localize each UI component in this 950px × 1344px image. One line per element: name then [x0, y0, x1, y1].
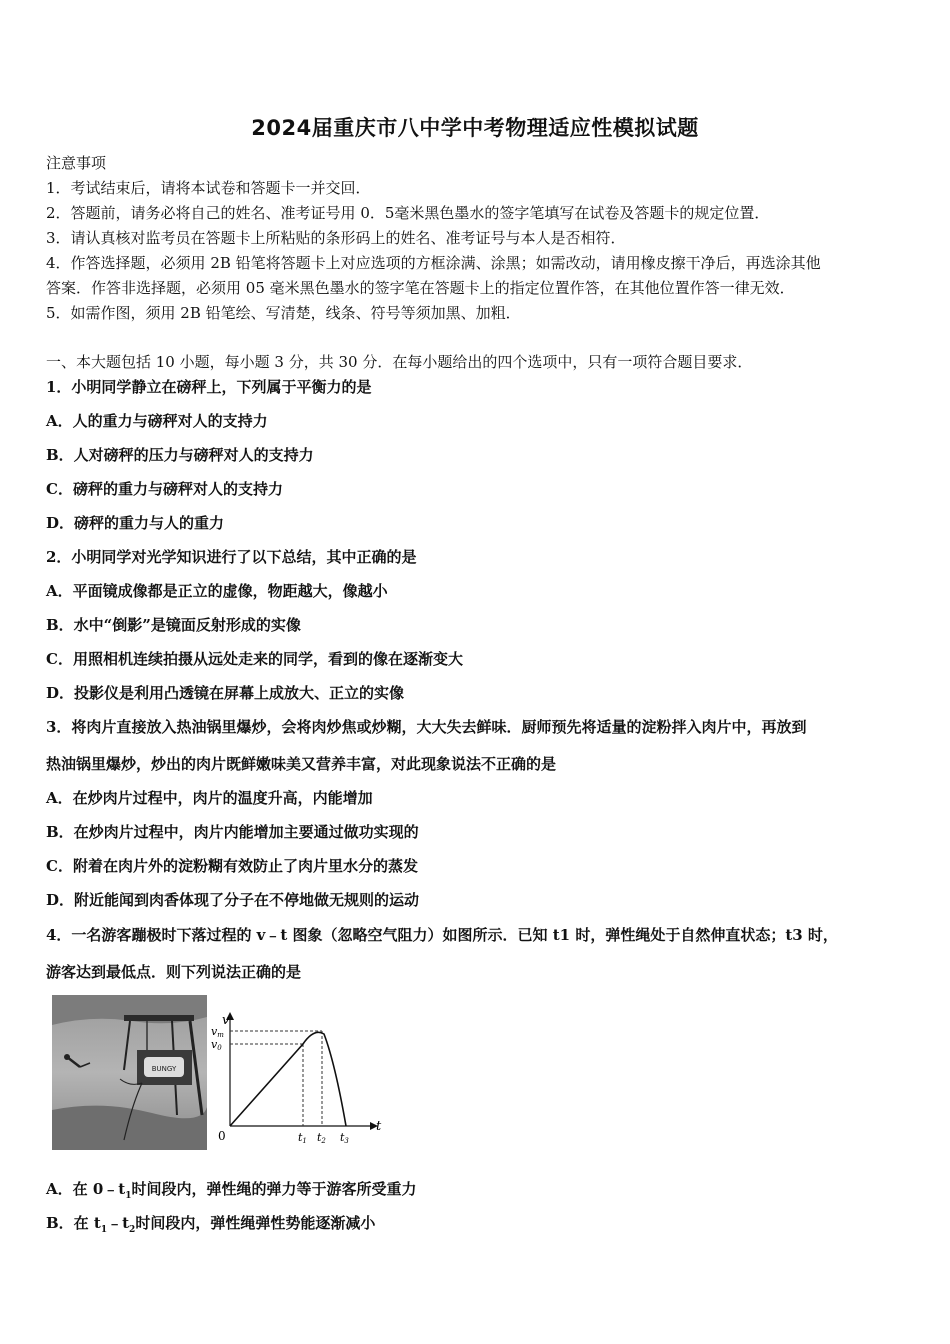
- section-heading: 一、本大题包括 10 小题，每小题 3 分，共 30 分．在每小题给出的四个选项中，只有一项符合题目要求．: [46, 353, 753, 371]
- notice-item-4: 4．作答选择题，必须用 2B 铅笔将答题卡上对应选项的方框涂满、涂黑；如需改动，请用橡皮擦干净后，再选涂其他: [46, 254, 821, 272]
- q2-option-d: D．投影仪是利用凸透镜在屏幕上成放大、正立的实像: [46, 684, 405, 702]
- notice-item-5: 5．如需作图，须用 2B 铅笔绘、写清楚，线条、符号等须加黑、加粗．: [46, 304, 521, 322]
- notice-item-4-cont: 答案．作答非选择题，必须用 05 毫米黑色墨水的签字笔在答题卡上的指定位置作答，在其他位置作答一律无效．: [46, 279, 795, 297]
- notice-item-3: 3．请认真核对监考员在答题卡上所粘贴的条形码上的姓名、准考证号与本人是否相符．: [46, 229, 626, 247]
- bungee-photo-drawing: [52, 995, 207, 1150]
- notice-item-1: 1．考试结束后，请将本试卷和答题卡一并交回．: [46, 179, 371, 197]
- q4-stem-line1: 4．一名游客蹦极时下落过程的 v﹣t 图象（忽略空气阻力）如图所示．已知 t1 时，弹性绳处于自然伸直状态；t3 时，: [46, 926, 838, 944]
- v-axis-label: v: [222, 1013, 230, 1028]
- svg-text:BUNGY: BUNGY: [151, 1065, 177, 1073]
- q2-stem: 2．小明同学对光学知识进行了以下总结，其中正确的是: [46, 548, 417, 566]
- q2-option-b: B．水中“倒影”是镜面反射形成的实像: [46, 616, 301, 634]
- t3-label: t3: [340, 1131, 349, 1145]
- t1-label: t1: [298, 1131, 307, 1145]
- vm-label: vm: [211, 1025, 224, 1039]
- q1-stem: 1．小明同学静立在磅秤上，下列属于平衡力的是: [46, 378, 372, 396]
- q1-option-a: A．人的重力与磅秤对人的支持力: [46, 412, 268, 430]
- notice-heading: 注意事项: [46, 154, 107, 172]
- origin-label: 0: [218, 1129, 226, 1143]
- page-title: 2024届重庆市八中学中考物理适应性模拟试题: [251, 116, 699, 140]
- v0-label: v0: [211, 1038, 222, 1052]
- q1-option-c: C．磅秤的重力与磅秤对人的支持力: [46, 480, 283, 498]
- q2-option-c: C．用照相机连续拍摄从远处走来的同学，看到的像在逐渐变大: [46, 650, 463, 668]
- q3-option-b: B．在炒肉片过程中，肉片内能增加主要通过做功实现的: [46, 823, 419, 841]
- q4-option-b: B．在 $t_1﹣t_2$时间段内，弹性绳弹性势能逐渐减小: [46, 1214, 376, 1235]
- velocity-curve: [230, 1032, 346, 1126]
- q3-option-c: C．附着在肉片外的淀粉糊有效防止了肉片里水分的蒸发: [46, 857, 418, 875]
- q4-option-a: A．在 $0﹣t_1$时间段内，弹性绳的弹力等于游客所受重力: [46, 1180, 417, 1201]
- q1-option-b: B．人对磅秤的压力与磅秤对人的支持力: [46, 446, 314, 464]
- q2-option-a: A．平面镜成像都是正立的虚像，物距越大，像越小: [46, 582, 388, 600]
- q3-option-a: A．在炒肉片过程中，肉片的温度升高，内能增加: [46, 789, 373, 807]
- v-t-graph: [210, 1008, 385, 1148]
- q4-stem-line2: 游客达到最低点．则下列说法正确的是: [46, 963, 302, 981]
- q3-stem-line2: 热油锅里爆炒，炒出的肉片既鲜嫩味美又营养丰富，对此现象说法不正确的是: [46, 755, 557, 773]
- t-axis-label: t: [376, 1119, 382, 1134]
- t2-label: t2: [317, 1131, 326, 1145]
- bungee-photo: [52, 995, 207, 1150]
- q3-option-d: D．附近能闻到肉香体现了分子在不停地做无规则的运动: [46, 891, 420, 909]
- q1-option-d: D．磅秤的重力与人的重力: [46, 514, 225, 532]
- q3-stem-line1: 3．将肉片直接放入热油锅里爆炒，会将肉炒焦或炒糊，大大失去鲜味．厨师预先将适量的淀粉拌入肉片中，再放到: [46, 718, 807, 736]
- notice-item-2: 2．答题前，请务必将自己的姓名、准考证号用 0．5毫米黑色墨水的签字笔填写在试卷及答题卡的规定位置．: [46, 204, 770, 222]
